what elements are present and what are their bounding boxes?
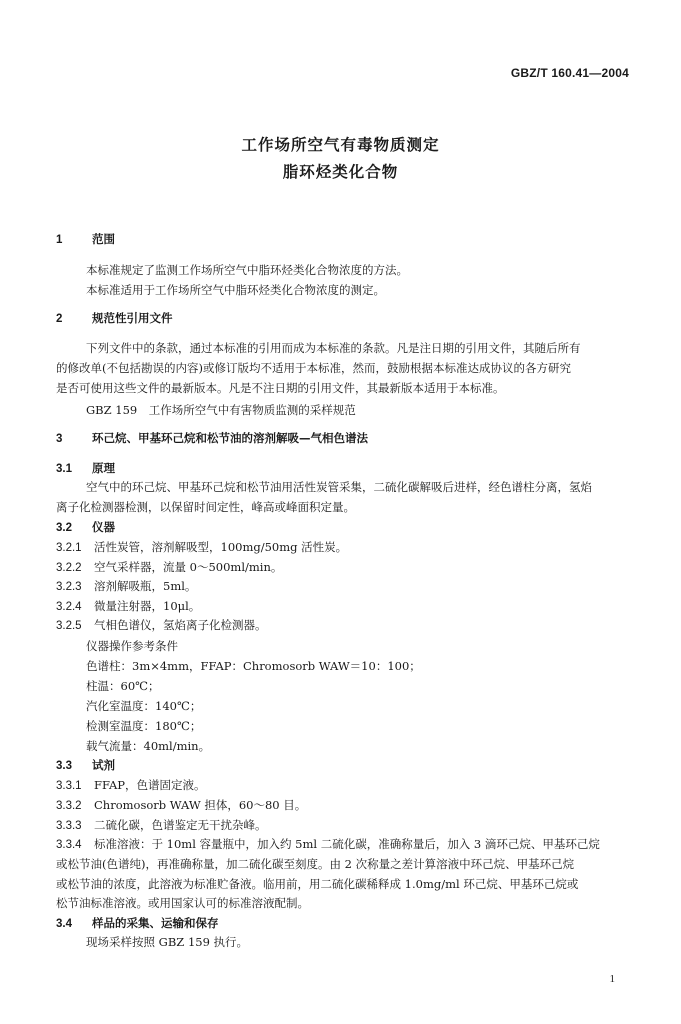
normative-reference: GBZ 159 工作场所空气中有害物质监测的采样规范 bbox=[86, 403, 356, 417]
reagent-item bbox=[56, 819, 267, 833]
subsection-number: 3.1 bbox=[56, 463, 72, 475]
subsection-title: 试剂 bbox=[92, 758, 115, 772]
item-text: 微量注射器，10μl。 bbox=[94, 599, 201, 613]
subsection-3-3-heading bbox=[56, 759, 115, 773]
item-number: 3.2.4 bbox=[56, 601, 82, 613]
item-number: 3.3.4 bbox=[56, 839, 82, 851]
condition-line: 色谱柱：3m×4mm，FFAP：Chromosorb WAW＝10：100； bbox=[86, 659, 421, 673]
paragraph-line: 松节油标准溶液。或用国家认可的标准溶液配制。 bbox=[56, 896, 309, 910]
condition-line: 汽化室温度：140℃； bbox=[86, 699, 202, 713]
subsection-title: 原理 bbox=[92, 461, 115, 475]
standard-number: GBZ/T 160.41—2004 bbox=[510, 66, 629, 80]
item-text: 二硫化碳，色谱鉴定无干扰杂峰。 bbox=[94, 818, 267, 832]
page-number: 1 bbox=[609, 973, 615, 985]
reagent-item bbox=[56, 799, 306, 813]
document-title: 工作场所空气有毒物质测定 bbox=[241, 136, 440, 154]
instrument-item bbox=[56, 561, 282, 575]
conditions-title: 仪器操作参考条件 bbox=[86, 639, 178, 653]
section-1-heading bbox=[56, 233, 115, 247]
instrument-item bbox=[56, 619, 267, 633]
section-2-heading bbox=[56, 312, 173, 326]
section-title: 范围 bbox=[92, 232, 115, 246]
paragraph-line: 离子化检测器检测，以保留时间定性，峰高或峰面积定量。 bbox=[56, 500, 355, 514]
item-number: 3.2.3 bbox=[56, 581, 82, 593]
paragraph-line: 空气中的环己烷、甲基环己烷和松节油用活性炭管采集，二硫化碳解吸后进样，经色谱柱分离，氢焰 bbox=[86, 480, 592, 494]
subsection-number: 3.4 bbox=[56, 918, 72, 930]
subsection-title: 样品的采集、运输和保存 bbox=[92, 916, 219, 930]
condition-line: 载气流量：40ml/min。 bbox=[86, 739, 211, 753]
item-number: 3.2.2 bbox=[56, 562, 82, 574]
item-text: FFAP，色谱固定液。 bbox=[94, 778, 206, 792]
item-text: 标准溶液：于 10ml 容量瓶中，加入约 5ml 二硫化碳，准确称量后，加入 3 滴环己烷、甲基环己烷 bbox=[94, 837, 600, 851]
item-number: 3.3.1 bbox=[56, 780, 82, 792]
paragraph-line: 是否可使用这些文件的最新版本。凡是不注日期的引用文件，其最新版本适用于本标准。 bbox=[56, 381, 505, 395]
paragraph-line: 或松节油(色谱纯)，再准确称量，加二硫化碳至刻度。由 2 次称量之差计算溶液中环己烷、甲基环己烷 bbox=[56, 857, 575, 871]
subsection-3-4-heading bbox=[56, 917, 219, 931]
item-number: 3.2.1 bbox=[56, 542, 82, 554]
condition-line: 柱温：60℃； bbox=[86, 679, 160, 693]
subsection-3-1-heading bbox=[56, 462, 115, 476]
item-text: Chromosorb WAW 担体，60～80 目。 bbox=[94, 798, 307, 812]
item-number: 3.3.3 bbox=[56, 820, 82, 832]
reagent-item bbox=[56, 838, 600, 852]
document-subtitle: 脂环烃类化合物 bbox=[282, 163, 399, 181]
item-text: 空气采样器，流量 0～500ml/min。 bbox=[94, 560, 283, 574]
item-number: 3.3.2 bbox=[56, 800, 82, 812]
section-number: 1 bbox=[56, 234, 63, 246]
section-title: 环己烷、甲基环己烷和松节油的溶剂解吸—气相色谱法 bbox=[92, 431, 368, 445]
subsection-3-2-heading bbox=[56, 521, 115, 535]
section-number: 2 bbox=[56, 313, 63, 325]
subsection-number: 3.3 bbox=[56, 760, 72, 772]
item-text: 活性炭管，溶剂解吸型，100mg/50mg 活性炭。 bbox=[94, 540, 348, 554]
paragraph-line: 或松节油的浓度，此溶液为标准贮备液。临用前，用二硫化碳稀释成 1.0mg/ml 环己烷、甲基环己烷或 bbox=[56, 877, 579, 891]
paragraph: 本标准适用于工作场所空气中脂环烃类化合物浓度的测定。 bbox=[86, 283, 385, 297]
subsection-title: 仪器 bbox=[92, 520, 115, 534]
reagent-item bbox=[56, 779, 206, 793]
paragraph: 本标准规定了监测工作场所空气中脂环烃类化合物浓度的方法。 bbox=[86, 263, 408, 277]
instrument-item bbox=[56, 541, 347, 555]
instrument-item bbox=[56, 580, 196, 594]
section-3-heading bbox=[56, 432, 368, 446]
paragraph-line: 下列文件中的条款，通过本标准的引用而成为本标准的条款。凡是注日期的引用文件，其随后所有 bbox=[86, 341, 581, 355]
item-number: 3.2.5 bbox=[56, 620, 82, 632]
condition-line: 检测室温度：180℃； bbox=[86, 719, 202, 733]
instrument-item bbox=[56, 600, 200, 614]
subsection-number: 3.2 bbox=[56, 522, 72, 534]
item-text: 溶剂解吸瓶，5ml。 bbox=[94, 579, 197, 593]
paragraph: 现场采样按照 GBZ 159 执行。 bbox=[86, 935, 249, 949]
section-title: 规范性引用文件 bbox=[92, 311, 173, 325]
section-number: 3 bbox=[56, 433, 63, 445]
paragraph-line: 的修改单(不包括勘误的内容)或修订版均不适用于本标准，然而，鼓励根据本标准达成协议的各方研究 bbox=[56, 361, 571, 375]
item-text: 气相色谱仪，氢焰离子化检测器。 bbox=[94, 618, 267, 632]
